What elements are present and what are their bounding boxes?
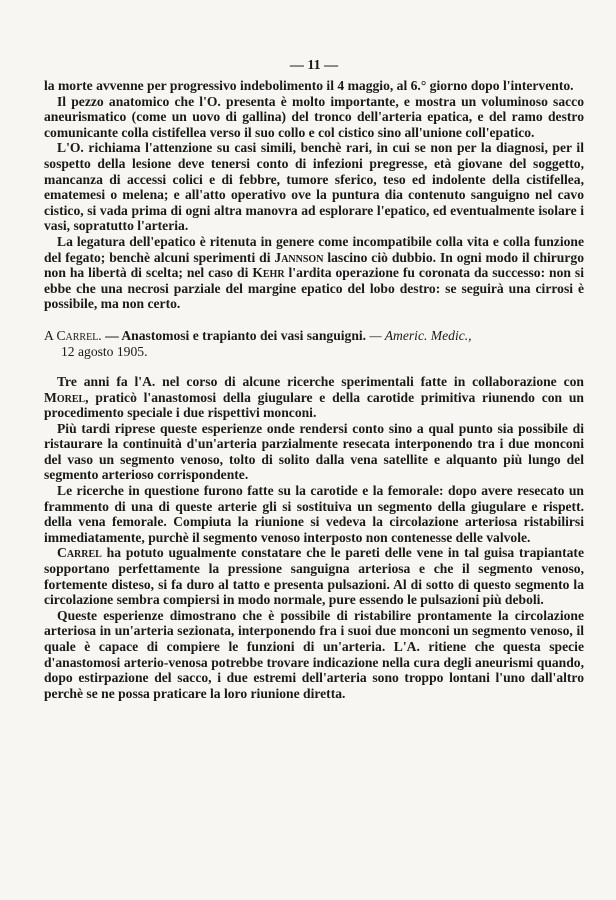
article-title: Anastomosi e trapianto dei vasi sanguigni. [121, 327, 367, 343]
text-run: lascino ciò dubbio. In ogni modo il chirurgo non ha libertà di scelta; nel caso di [44, 249, 584, 281]
paragraph [44, 234, 584, 312]
section-1 [44, 78, 584, 312]
text-run: La legatura dell'epatico è ritenuta in genere come incompatibile colla vita e colla funzione del fegato; benchè alcuni sperimenti di [44, 233, 584, 265]
paragraph: la morte avvenne per progressivo indebolimento il 4 maggio, al 6.° giorno dopo l'intervento. [44, 78, 574, 93]
article-author: A Carrel. [44, 327, 102, 343]
paragraph: L'O. richiama l'attenzione su casi simili, benchè rari, in cui se non per la diagnosi, per il sospetto della lesione deve tenersi conto di infezioni pregresse, età giovane del soggetto, mancanza di accessi colici e di febbre, tumore sferico, teso ed indolente della cistifellea, ematemesi o melena; e all'atto operativo ove la puntura dia contenuto sanguigno nel cavo cistico, si vada prima di ogni altra manovra ad esplorare l'epatico, ed eventualmente isolare i vasi, sopratutto l'arteria. [44, 140, 584, 234]
author-name: Kehr [252, 265, 285, 281]
text-run: l'ardita operazione fu coronata da successo: non si ebbe che una necrosi parziale del margine epatico del lobo destro: se seguirà una cirrosi è possibile, ma non certo. [44, 265, 584, 312]
text-run: , praticò l'anastomosi della giugulare e della carotide primitiva riunendo con un procedimento speciale i due rispettivi monconi. [44, 389, 584, 421]
page-number: — 11 — [289, 58, 339, 73]
paragraph: Queste esperienze dimostrano che è possibile di ristabilire prontamente la circolazione arteriosa in un'arteria sezionata, interponendo fra i suoi due monconi un segmento venoso, il quale è capace di compiere le funzioni di un'arteria. L'A. ritiene che questa specie d'anastomosi arterio-venosa potrebbe trovare indicazione nella cura degli aneurismi quando, dopo estirpazione del sacco, i due estremi dell'arteria sono troppo lontani l'uno dall'altro perchè se ne possa praticare la loro riunione diretta. [44, 607, 584, 701]
text-run: ha potuto ugualmente constatare che le pareti delle vene in tal guisa trapiantate sopportano perfettamente la pressione sanguigna arteriosa e che il segmento venoso, fortemente disteso, si fa duro al tatto e presenta pulsazioni. Al di sotto di questo segmento la circolazione sembra compiersi in modo normale, pure essendo le pulsazioni più deboli. [44, 545, 584, 608]
paragraph [44, 374, 584, 421]
section-2 [44, 374, 584, 701]
paragraph: Il pezzo anatomico che l'O. presenta è molto importante, e mostra un voluminoso sacco aneurismatico (come un uovo di gallina) del tronco dell'arteria epatica, e del ramo destro comunicante colla cistifellea verso il suo collo e col cistico sino all'unione coll'epatico. [44, 93, 584, 140]
paragraph: Le ricerche in questione furono fatte su la carotide e la femorale: dopo avere resecato un frammento di una di queste arterie gli si sostituiva un segmento della giugulare e rispett. della vena femorale. Compiuta la riunione si vedeva la circolazione arteriosa ristabilirsi immediatamente, purchè il segmento venoso interposto non contenesse delle valvole. [44, 483, 584, 545]
page [44, 58, 584, 701]
article-source: — Americ. Medic., [366, 327, 472, 343]
text-run: Tre anni fa l'A. nel corso di alcune ricerche sperimentali fatte in collaborazione con [57, 373, 584, 389]
author-name: Jannson [274, 249, 324, 265]
author-name: Carrel [57, 545, 102, 561]
paragraph [44, 545, 584, 607]
author-name: Morel [44, 389, 86, 405]
article-heading [44, 328, 584, 360]
heading-dash: — [101, 327, 122, 343]
paragraph: Più tardi riprese queste esperienze onde rendersi conto sino a qual punto sia possibile di ristaurare la continuità d'un'arteria parzialmente resecata interponendo tra i due monconi del vaso un segmento venoso, tolto di solito dalla vena satellite e alquanto più lungo del segmento arterioso corrispondente. [44, 420, 584, 483]
article-date: 12 agosto 1905. [61, 343, 148, 359]
